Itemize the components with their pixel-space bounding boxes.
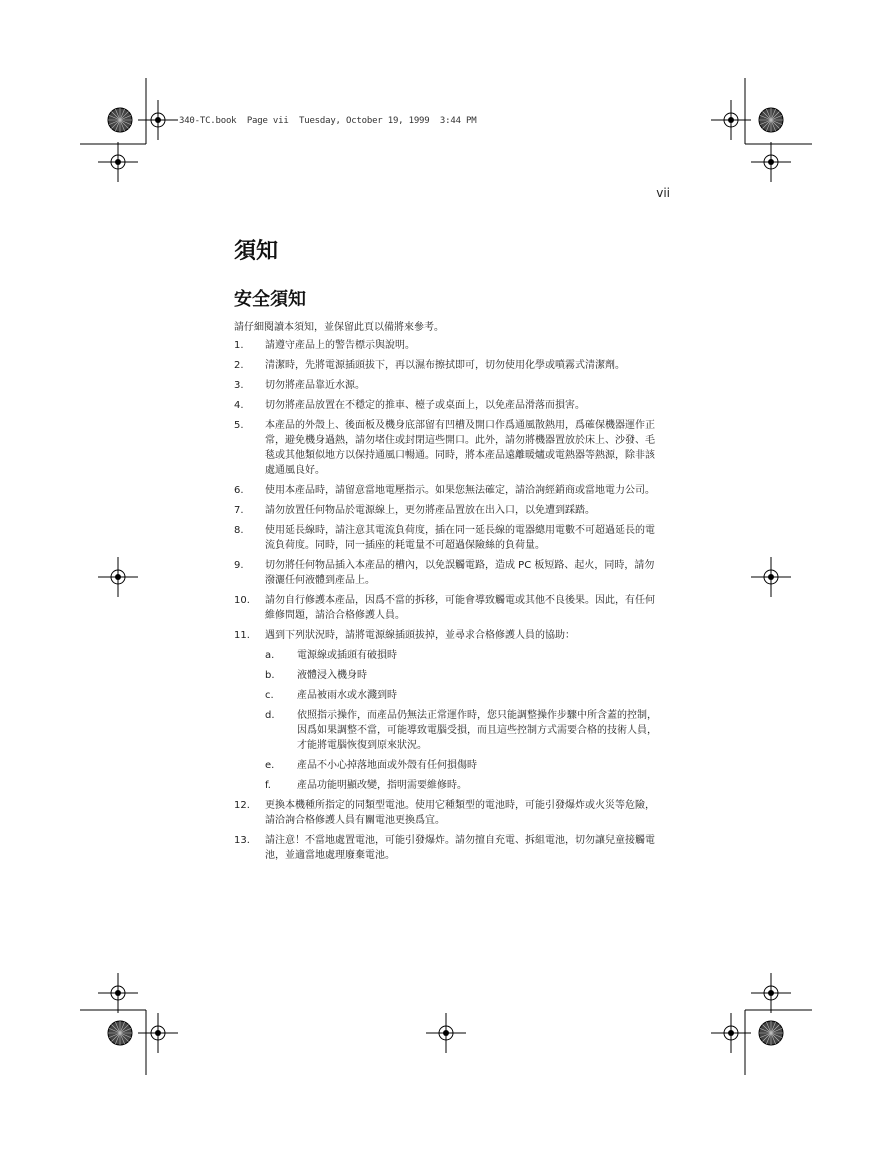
sub-list-item [234, 668, 664, 683]
item-text: 液體浸入機身時 [297, 670, 367, 681]
item-text: 請注意！不當地處置電池，可能引發爆炸。請勿擅自充電、拆組電池，切勿讓兒童接觸電池，並適當地處理廢棄電池。 [265, 835, 655, 861]
list-item [234, 833, 664, 863]
sub-list-item [234, 758, 664, 773]
sub-list-item [234, 648, 664, 663]
item-number: 4. [234, 400, 244, 411]
list-item [234, 398, 664, 413]
list-item [234, 338, 664, 353]
item-number: c. [265, 690, 274, 701]
item-text: 依照指示操作，而產品仍無法正常運作時，您只能調整操作步驟中所含蓋的控制，因爲如果調整不當，可能導致電腦受損，而且這些控制方式需要合格的技術人員，才能將電腦恢復到原來狀況。 [297, 710, 657, 751]
list-item [234, 418, 664, 478]
list-item [234, 798, 664, 828]
item-number: 1. [234, 340, 244, 351]
list-item [234, 628, 664, 643]
item-text: 產品被雨水或水濺到時 [297, 690, 397, 701]
item-text: 本產品的外殼上、後面板及機身底部留有凹槽及開口作爲通風散熱用，爲確保機器運作正常，避免機身過熱，請勿堵住或封閉這些開口。此外，請勿將機器置放於床上、沙發、毛毯或其他類似地方以保持通風口暢通。同時，將本產品遠離暖爐或電熱器等熱源，除非該處通風良好。 [265, 420, 655, 476]
section-title: 安全須知 [234, 289, 306, 310]
item-text: 產品不小心掉落地面或外殼有任何損傷時 [297, 760, 477, 771]
item-number: 2. [234, 360, 244, 371]
page-title: 須知 [234, 239, 279, 264]
intro-text: 請仔細閱讀本須知，並保留此頁以備將來參考。 [234, 322, 444, 333]
item-number: b. [265, 670, 275, 681]
list-item [234, 378, 664, 393]
item-number: 5. [234, 420, 244, 431]
item-text: 請遵守產品上的警告標示與說明。 [265, 340, 415, 351]
list-item [234, 483, 664, 498]
safety-list [234, 338, 664, 868]
item-number: 11. [234, 630, 250, 641]
book-header-stamp: 340-TC.book Page vii Tuesday, October 19, 1999 3:44 PM [179, 116, 477, 126]
item-number: 12. [234, 800, 250, 811]
item-number: 8. [234, 525, 244, 536]
item-text: 切勿將任何物品插入本產品的槽內，以免誤觸電路，造成 PC 板短路、起火，同時，請勿潑灑任何液體到產品上。 [265, 560, 655, 586]
list-item [234, 358, 664, 373]
item-text: 使用本產品時，請留意當地電壓指示。如果您無法確定，請洽詢經銷商或當地電力公司。 [265, 485, 655, 496]
item-text: 電源線或插頭有破損時 [297, 650, 397, 661]
list-item [234, 593, 664, 623]
sub-list-item [234, 708, 664, 753]
sub-list-item [234, 688, 664, 703]
item-text: 切勿將產品靠近水源。 [265, 380, 365, 391]
item-text: 請勿自行修護本產品，因爲不當的拆移，可能會導致觸電或其他不良後果。因此，有任何維修問題，請洽合格修護人員。 [265, 595, 655, 621]
list-item [234, 558, 664, 588]
item-number: 13. [234, 835, 250, 846]
item-text: 遇到下列狀況時，請將電源線插頭拔掉，並尋求合格修護人員的協助： [265, 630, 575, 641]
item-number: 3. [234, 380, 244, 391]
item-text: 使用延長線時，請注意其電流負荷度，插在同一延長線的電器總用電數不可超過延長的電流負荷度。同時，同一插座的耗電量不可超過保險絲的負荷量。 [265, 525, 655, 551]
item-number: e. [265, 760, 275, 771]
item-number: 6. [234, 485, 244, 496]
item-text: 產品功能明顯改變，指明需要維修時。 [297, 780, 467, 791]
item-number: d. [265, 710, 275, 721]
item-text: 請勿放置任何物品於電源線上，更勿將產品置放在出入口，以免遭到踩踏。 [265, 505, 595, 516]
item-number: 10. [234, 595, 250, 606]
item-number: 9. [234, 560, 244, 571]
item-number: f. [265, 780, 271, 791]
list-item [234, 523, 664, 553]
page-number: vii [656, 186, 670, 200]
item-number: 7. [234, 505, 244, 516]
item-text: 切勿將產品放置在不穩定的推車、檯子或桌面上，以免產品滑落而損害。 [265, 400, 585, 411]
item-text: 清潔時，先將電源插頭拔下，再以濕布擦拭即可，切勿使用化學或噴霧式清潔劑。 [265, 360, 625, 371]
item-number: a. [265, 650, 275, 661]
list-item [234, 503, 664, 518]
item-text: 更換本機種所指定的同類型電池。使用它種類型的電池時，可能引發爆炸或火災等危險，請洽詢合格修護人員有關電池更換爲宜。 [265, 800, 655, 826]
sub-list-item [234, 778, 664, 793]
